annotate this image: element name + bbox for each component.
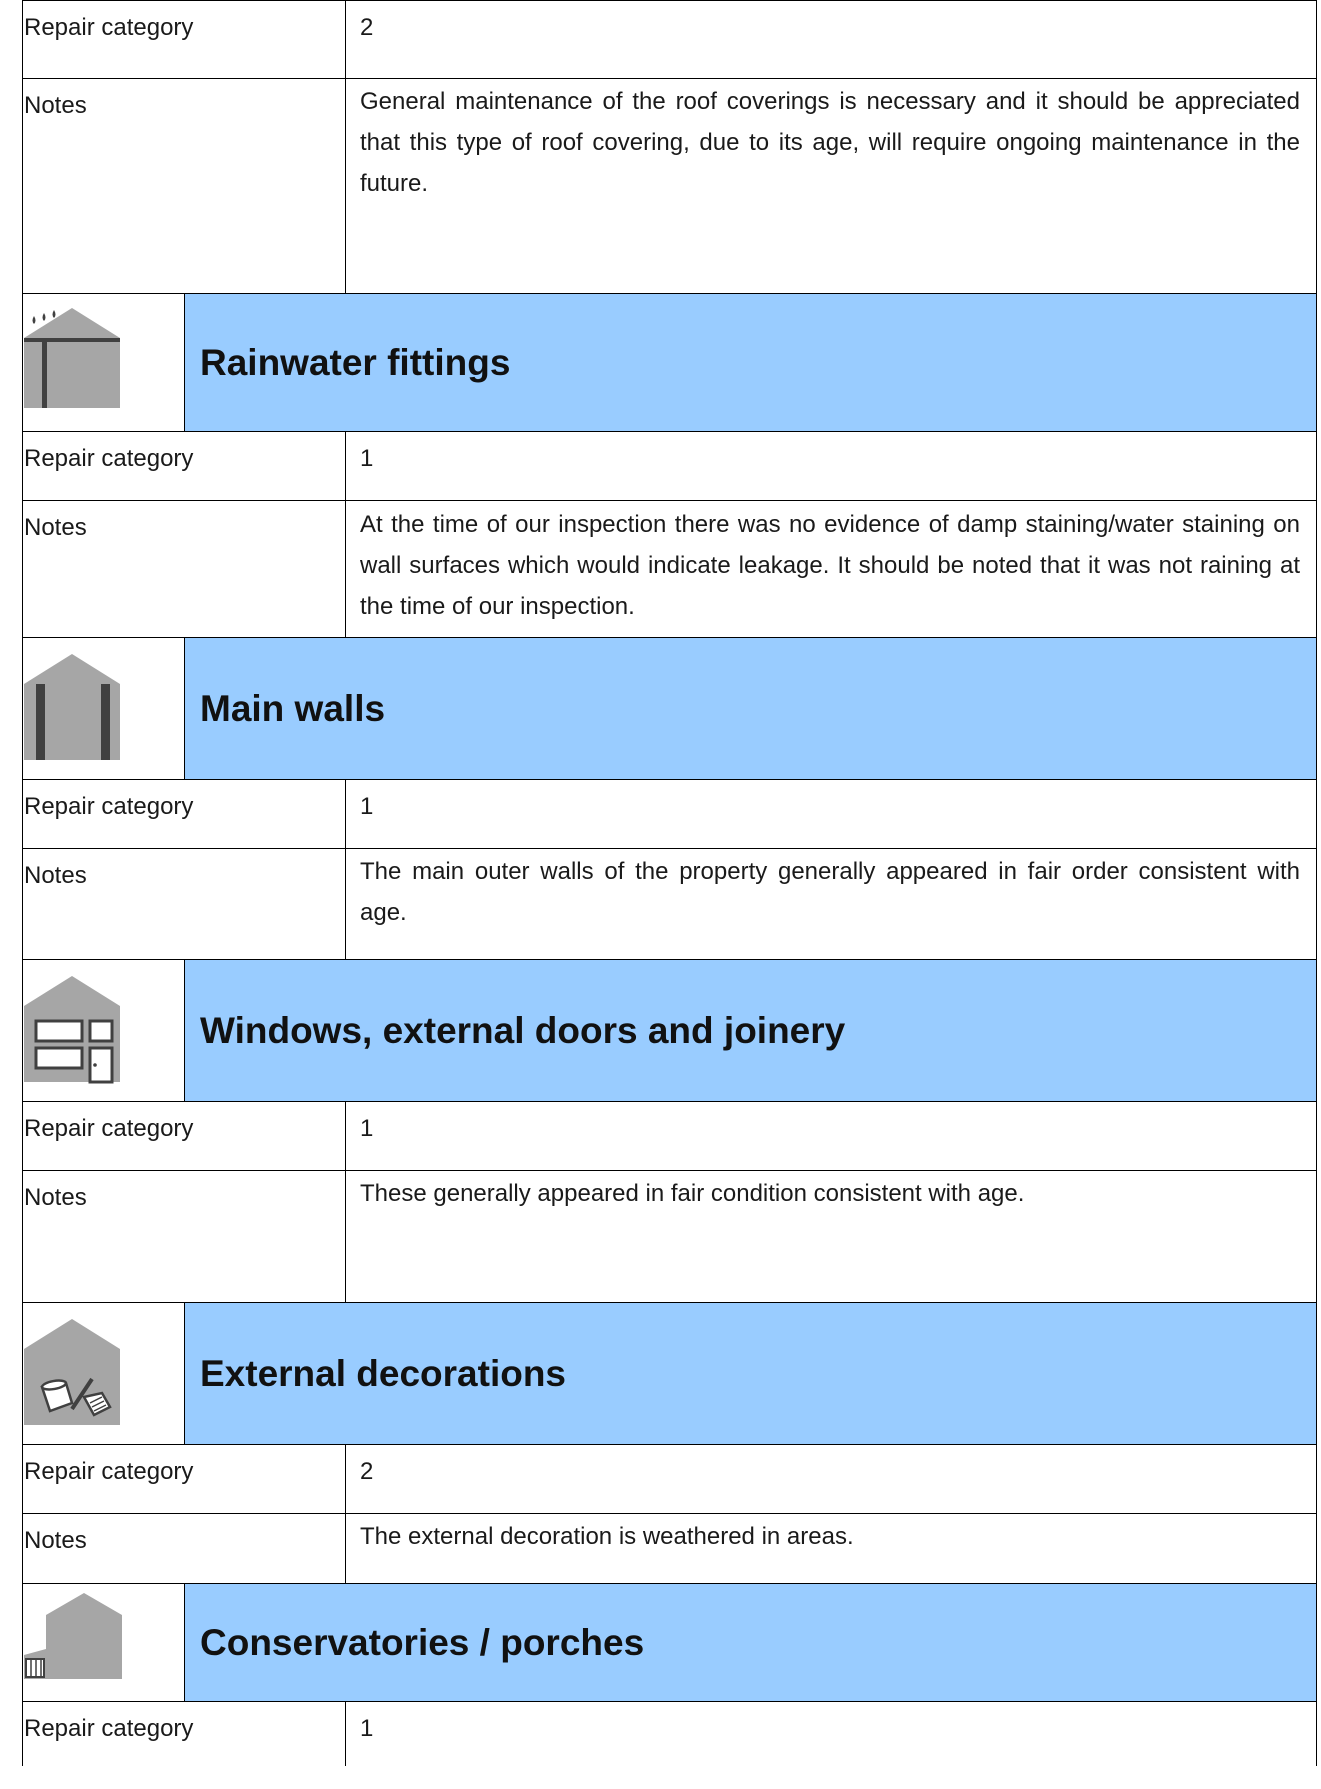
section-header-external-decorations	[22, 1303, 1317, 1445]
section-title: Main walls	[185, 638, 1316, 779]
section-title: External decorations	[185, 1303, 1316, 1444]
repair-category-label: Repair category	[23, 1102, 346, 1170]
repair-category-label: Repair category	[23, 1445, 346, 1513]
repair-category-value: 2	[360, 14, 374, 41]
notes-label: Notes	[23, 1514, 346, 1583]
survey-table	[22, 0, 1317, 1766]
house-walls-icon	[24, 654, 134, 764]
notes-row	[22, 1171, 1317, 1303]
notes-value: At the time of our inspection there was no evidence of damp staining/water staining on wall surfaces which would indicate leakage. It should be noted that it was not raining at the time of our inspection.	[360, 511, 1300, 620]
notes-row	[22, 1514, 1317, 1584]
house-rainwater-icon	[24, 308, 134, 418]
repair-category-row	[22, 780, 1317, 849]
section-title: Conservatories / porches	[185, 1584, 1316, 1701]
house-porch-icon	[24, 1593, 134, 1693]
repair-category-label: Repair category	[23, 432, 346, 500]
notes-label: Notes	[23, 849, 346, 959]
repair-category-value: 1	[360, 445, 374, 472]
repair-category-value: 1	[360, 793, 374, 820]
section-title: Rainwater fittings	[185, 294, 1316, 431]
notes-label: Notes	[23, 1171, 346, 1302]
section-header-rainwater	[22, 294, 1317, 432]
repair-category-label: Repair category	[23, 1, 346, 78]
notes-label: Notes	[23, 79, 346, 293]
notes-row	[22, 849, 1317, 960]
notes-value: The external decoration is weathered in areas.	[360, 1523, 854, 1550]
icon-cell	[23, 294, 185, 431]
section-header-windows	[22, 960, 1317, 1102]
house-windows-icon	[24, 976, 134, 1086]
repair-category-row	[22, 432, 1317, 501]
repair-category-value: 2	[360, 1458, 374, 1485]
repair-category-row	[22, 1102, 1317, 1171]
notes-label: Notes	[23, 501, 346, 637]
repair-category-label: Repair category	[23, 1702, 346, 1766]
repair-category-row	[22, 0, 1317, 79]
icon-cell	[23, 1584, 185, 1701]
notes-row	[22, 501, 1317, 638]
repair-category-value: 1	[360, 1115, 374, 1142]
repair-category-row	[22, 1702, 1317, 1766]
repair-category-row	[22, 1445, 1317, 1514]
repair-category-label: Repair category	[23, 780, 346, 848]
house-paint-icon	[24, 1319, 134, 1429]
section-title: Windows, external doors and joinery	[185, 960, 1316, 1101]
section-header-main-walls	[22, 638, 1317, 780]
icon-cell	[23, 960, 185, 1101]
repair-category-value: 1	[360, 1715, 374, 1742]
notes-value: The main outer walls of the property generally appeared in fair order consistent with age.	[360, 858, 1300, 926]
icon-cell	[23, 1303, 185, 1444]
notes-value: General maintenance of the roof coverings is necessary and it should be appreciated that this type of roof covering, due to its age, will require ongoing maintenance in the future.	[360, 88, 1300, 197]
notes-value: These generally appeared in fair condition consistent with age.	[360, 1180, 1025, 1207]
section-header-conservatories	[22, 1584, 1317, 1702]
icon-cell	[23, 638, 185, 779]
notes-row	[22, 79, 1317, 294]
